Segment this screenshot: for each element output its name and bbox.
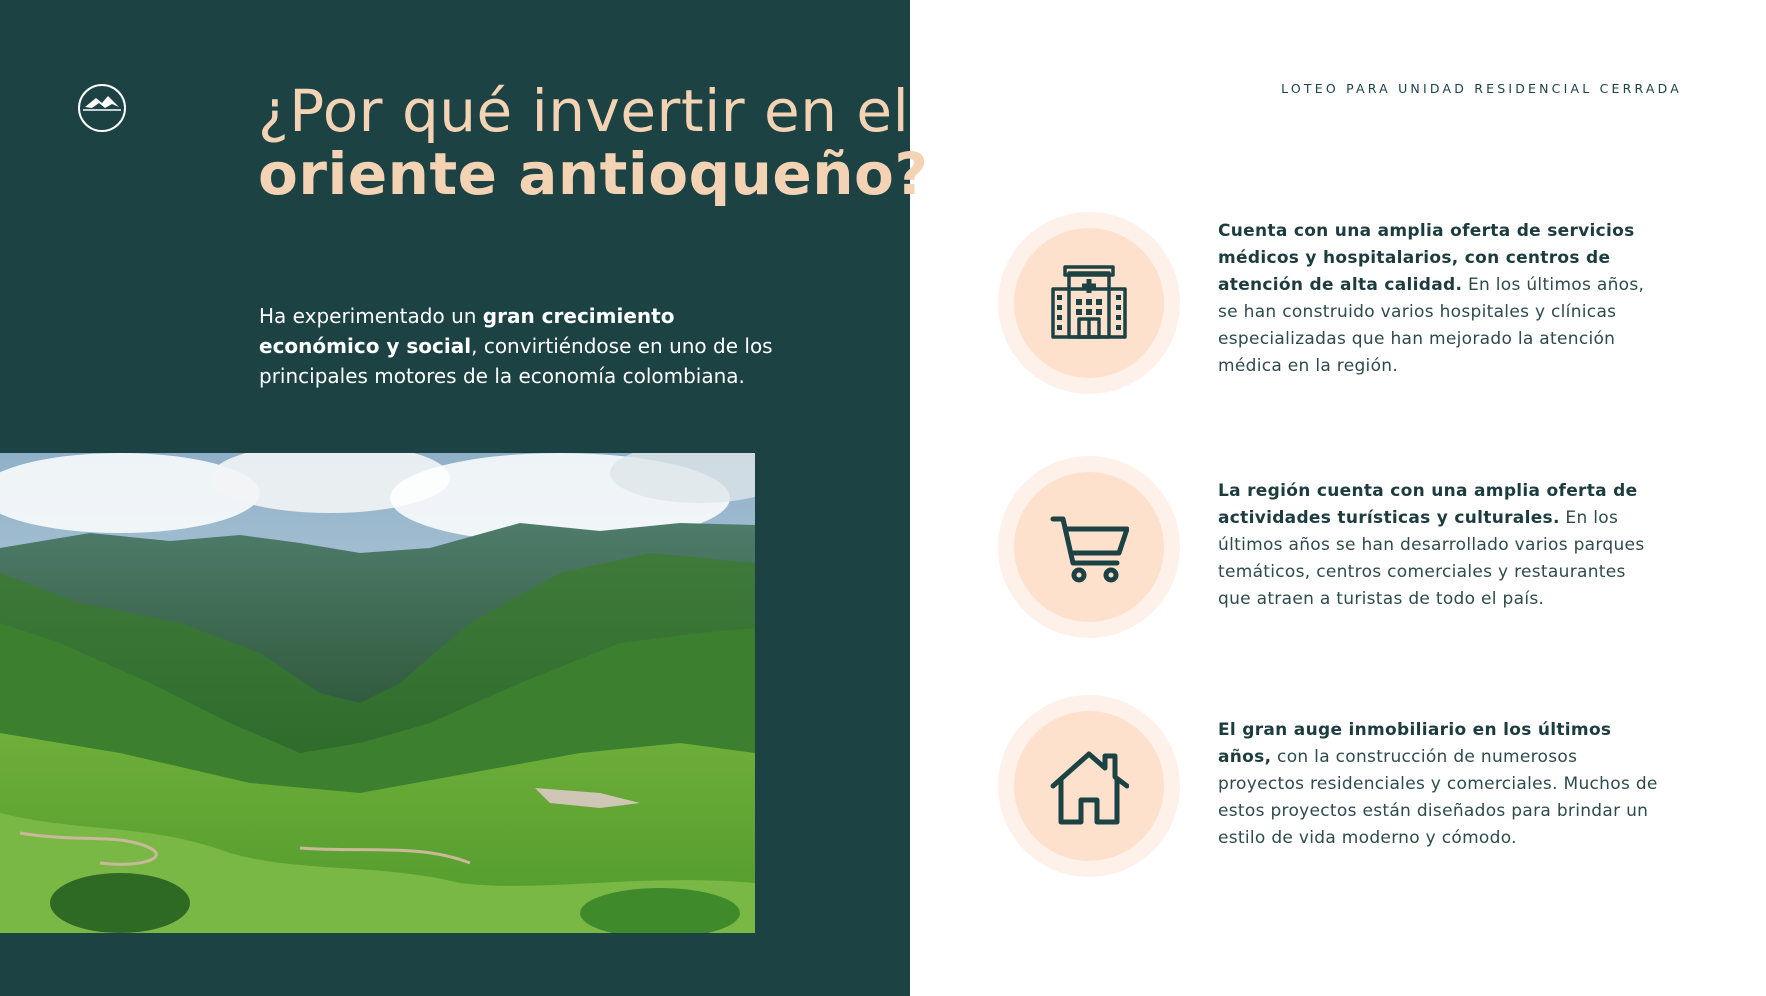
- page-title: ¿Por qué invertir en el oriente antioqueño?: [258, 77, 929, 208]
- icon-circle: [1014, 228, 1164, 378]
- feature-description: Cuenta con una amplia oferta de servicios médicos y hospitalarios, con centros de atención de alta calidad. En los últimos años, se han construido varios hospitales y clínicas especializadas que han mejorado la atención médica en la región.: [1218, 221, 1645, 376]
- house-icon: [1049, 746, 1129, 826]
- icon-halo: [998, 695, 1180, 877]
- icon-halo: [998, 212, 1180, 394]
- section-eyebrow: LOTEO PARA UNIDAD RESIDENCIAL CERRADA: [1281, 81, 1682, 96]
- feature-description: El gran auge inmobiliario en los últimos años, con la construcción de numerosos proyectos residenciales y comerciales. Muchos de estos proyectos están diseñados para brindar un estilo de vida moderno y cómodo.: [1218, 720, 1658, 848]
- mountain-landscape-photo: [0, 453, 755, 933]
- shopping-cart-icon: [1049, 507, 1129, 587]
- title-highlight: oriente antioqueño?: [258, 140, 929, 208]
- icon-circle: [1014, 711, 1164, 861]
- hospital-icon: [1049, 263, 1129, 343]
- intro-paragraph: Ha experimentado un gran crecimiento económico y social, convirtiéndose en uno de los principales motores de la economía colombiana.: [259, 304, 773, 388]
- mountain-logo-icon: [77, 83, 127, 133]
- icon-halo: [998, 456, 1180, 638]
- feature-description: La región cuenta con una amplia oferta de actividades turísticas y culturales. En los últimos años se han desarrollado varios parques temáticos, centros comerciales y restaurantes que atraen a turistas de todo el país.: [1218, 481, 1645, 609]
- intro-highlight: gran crecimiento económico y social: [259, 304, 675, 358]
- icon-circle: [1014, 472, 1164, 622]
